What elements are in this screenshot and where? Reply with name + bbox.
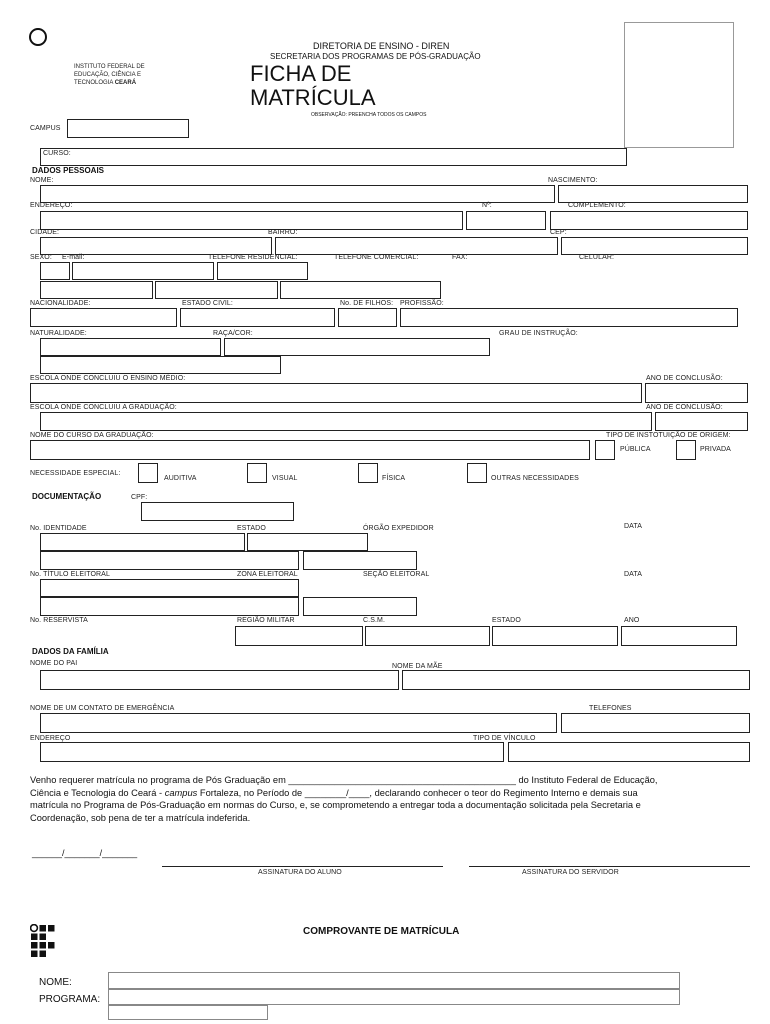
outras-checkbox[interactable] (467, 463, 487, 483)
cep-field[interactable] (561, 237, 748, 255)
tipo-inst-label: TIPO DE INSTOTUIÇÃO DE ORIGEM: (606, 432, 731, 439)
tel-com-label: TELEFONE COMERCIAL: (334, 254, 419, 261)
naturalidade-field[interactable] (40, 338, 221, 356)
titulo-field[interactable] (40, 579, 299, 597)
reservista-estado-label: ESTADO (492, 617, 521, 624)
ano-label: ANO (624, 617, 640, 624)
publica-label: PÚBLICA (620, 446, 651, 453)
raca-field[interactable] (224, 338, 490, 356)
cpf-field[interactable] (141, 502, 294, 521)
auditiva-label: AUDITIVA (164, 475, 197, 482)
data2-label: DATA (624, 571, 643, 578)
page-title-line1: FICHA DE (250, 61, 352, 86)
contato-field[interactable] (40, 713, 557, 733)
titulo-label: No. TÍTULO ELEITORAL (30, 571, 110, 578)
outras-label: OUTRAS NECESSIDADES (491, 475, 579, 482)
campus-label: CAMPUS (30, 125, 61, 132)
comprovante-extra-field[interactable] (108, 1005, 268, 1020)
diretoria-title: DIRETORIA DE ENSINO - DIREN (313, 41, 450, 51)
pai-label: NOME DO PAI (30, 660, 78, 667)
endereco-field[interactable] (40, 211, 463, 230)
curso-grad-label: NOME DO CURSO DA GRADUAÇÃO: (30, 432, 154, 439)
contact-row2-field-2[interactable] (155, 281, 278, 299)
observacao-note: OBSERVAÇÃO: PREENCHA TODOS OS CAMPOS (311, 112, 427, 118)
telefones-label: TELEFONES (589, 705, 632, 712)
complemento-label: COMPLEMENTO: (568, 202, 626, 209)
secao-field[interactable] (303, 597, 417, 616)
estado-civil-label: ESTADO CIVIL: (182, 300, 233, 307)
nome-field[interactable] (40, 185, 555, 203)
fisica-checkbox[interactable] (358, 463, 378, 483)
nacionalidade-field[interactable] (30, 308, 177, 327)
comprovante-nome-field[interactable] (108, 972, 680, 989)
vinculo-label: TIPO DE VÍNCULO (473, 735, 536, 742)
email-field[interactable] (72, 262, 214, 280)
numero-label: Nº: (482, 202, 492, 209)
complemento-field[interactable] (550, 211, 748, 230)
contact-row2-field-1[interactable] (40, 281, 153, 299)
signature-line-servidor[interactable] (469, 866, 750, 867)
visual-label: VISUAL (272, 475, 298, 482)
naturalidade-label: NATURALIDADE: (30, 330, 87, 337)
telefones-field[interactable] (561, 713, 750, 733)
photo-box (624, 22, 734, 148)
if-logo-grid (30, 924, 56, 958)
reservista-label: No. RESERVISTA (30, 617, 88, 624)
nome-label: NOME: (30, 177, 54, 184)
secao-label: SEÇÃO ELEITORAL (363, 571, 430, 578)
assinatura-aluno-label: ASSINATURA DO ALUNO (258, 869, 342, 876)
visual-checkbox[interactable] (247, 463, 267, 483)
ano-conclusao1-field[interactable] (645, 383, 748, 403)
csm-field[interactable] (492, 626, 618, 646)
documentacao-title: DOCUMENTAÇÃO (32, 492, 102, 501)
ano-conclusao2-label: ANO DE CONCLUSÃO: (646, 404, 723, 411)
cep-label: CEP: (550, 229, 567, 236)
nascimento-label: NASCIMENTO: (548, 177, 598, 184)
contato-label: NOME DE UM CONTATO DE EMERGÊNCIA (30, 705, 175, 712)
privada-label: PRIVADA (700, 446, 731, 453)
grau-field[interactable] (40, 356, 281, 374)
ano-conclusao2-field[interactable] (655, 412, 748, 431)
tel-res-field[interactable] (217, 262, 308, 280)
fisica-label: FÍSICA (382, 475, 406, 482)
bairro-field[interactable] (275, 237, 558, 255)
identidade-estado-label: ESTADO (237, 525, 266, 532)
estado-civil-field[interactable] (180, 308, 335, 327)
date-line[interactable]: ______/_______/_______ (32, 848, 138, 858)
zona-field[interactable] (40, 597, 299, 616)
familia-title: DADOS DA FAMÍLIA (32, 647, 109, 656)
dados-pessoais-title: DADOS PESSOAIS (32, 166, 105, 175)
campus-field[interactable] (67, 119, 189, 138)
orgao-label: ÓRGÃO EXPEDIDOR (363, 525, 434, 532)
familia-endereco-field[interactable] (40, 742, 504, 762)
curso-field[interactable] (40, 148, 627, 166)
bairro-label: BAIRRO: (268, 229, 298, 236)
tel-res-label: TELEFONE RESIDENCIAL: (208, 254, 298, 261)
reservista-field[interactable] (235, 626, 363, 646)
fax-label: FAX: (452, 254, 468, 261)
sexo-field[interactable] (40, 262, 70, 280)
curso-label: CURSO: (43, 150, 71, 157)
instituto-name: INSTITUTO FEDERAL DE EDUCAÇÃO, CIÊNCIA E TECNOLOGIA CEARÁ (74, 64, 145, 86)
cidade-label: CIDADE: (30, 229, 60, 236)
escola-grad-field[interactable] (40, 412, 652, 431)
page-title-line2: MATRÍCULA (250, 85, 376, 110)
orgao-field[interactable] (40, 551, 299, 570)
ano-conclusao1-label: ANO DE CONCLUSÃO: (646, 375, 723, 382)
if-logo-icon (30, 924, 56, 958)
nacionalidade-label: NACIONALIDADE: (30, 300, 91, 307)
escola-medio-label: ESCOLA ONDE CONCLUIU O ENSINO MÉDIO: (30, 375, 186, 382)
profissao-label: PROFISSÃO: (400, 300, 444, 307)
logo-circle-icon (29, 28, 47, 46)
secretaria-title: SECRETARIA DOS PROGRAMAS DE PÓS-GRADUAÇÃO (270, 52, 481, 61)
ano-field[interactable] (621, 626, 737, 646)
escola-medio-field[interactable] (30, 383, 642, 403)
comprovante-programa-field[interactable] (108, 989, 680, 1005)
email-label: E-mail: (62, 254, 85, 261)
csm-label: C.S.M. (363, 617, 385, 624)
comprovante-nome-label: NOME: (39, 977, 72, 988)
mae-field[interactable] (402, 670, 750, 690)
assinatura-servidor-label: ASSINATURA DO SERVIDOR (522, 869, 619, 876)
pai-field[interactable] (40, 670, 399, 690)
necessidade-label: NECESSIDADE ESPECIAL: (30, 470, 121, 477)
declaration-text: Venho requerer matrícula no programa de Pós Graduação em ____________________________________________ do Instituto Federal de Educação, Ciência e Tecnologia do Ceará - campus Fortaleza, no Período de ________/____, declarando conhecer o teor do Regimento Interno e demais sua matrícula no Programa de Pós-Graduação em normas do Curso, e, se comprometendo a entregar toda a documentação solicitada pela Secretaria e Coordenação, sob pena de ter a matrícula indeferida. (30, 775, 658, 823)
filhos-field[interactable] (338, 308, 397, 327)
comprovante-programa-label: PROGRAMA: (39, 994, 101, 1005)
escola-grad-label: ESCOLA ONDE CONCLUIU A GRADUAÇÃO: (30, 404, 177, 411)
profissao-field[interactable] (400, 308, 738, 327)
signature-line-aluno[interactable] (162, 866, 443, 867)
data1-label: DATA (624, 523, 643, 530)
nascimento-field[interactable] (558, 185, 748, 203)
zona-label: ZONA ELEITORAL (237, 571, 298, 578)
raca-label: RAÇA/COR: (213, 330, 253, 337)
publica-checkbox[interactable] (595, 440, 615, 460)
comprovante-title: COMPROVANTE DE MATRÍCULA (303, 926, 460, 937)
identidade-data-field[interactable] (303, 551, 417, 570)
identidade-field[interactable] (40, 533, 245, 551)
auditiva-checkbox[interactable] (138, 463, 158, 483)
regiao-field[interactable] (365, 626, 490, 646)
sexo-label: SEXO: (30, 254, 52, 261)
identidade-estado-field[interactable] (247, 533, 368, 551)
numero-field[interactable] (466, 211, 546, 230)
cidade-field[interactable] (40, 237, 272, 255)
vinculo-field[interactable] (508, 742, 750, 762)
regiao-label: REGIÃO MILITAR (237, 617, 295, 624)
endereco-label: ENDEREÇO: (30, 202, 73, 209)
cpf-label: CPF: (131, 494, 148, 501)
grau-label: GRAU DE INSTRUÇÃO: (499, 330, 578, 337)
mae-label: NOME DA MÃE (392, 663, 443, 670)
familia-endereco-label: ENDEREÇO (30, 735, 71, 742)
curso-grad-field[interactable] (30, 440, 590, 460)
contact-row2-field-3[interactable] (280, 281, 441, 299)
filhos-label: No. DE FILHOS: (340, 300, 394, 307)
identidade-label: No. IDENTIDADE (30, 525, 87, 532)
privada-checkbox[interactable] (676, 440, 696, 460)
celular-label: CELULAR: (579, 254, 615, 261)
